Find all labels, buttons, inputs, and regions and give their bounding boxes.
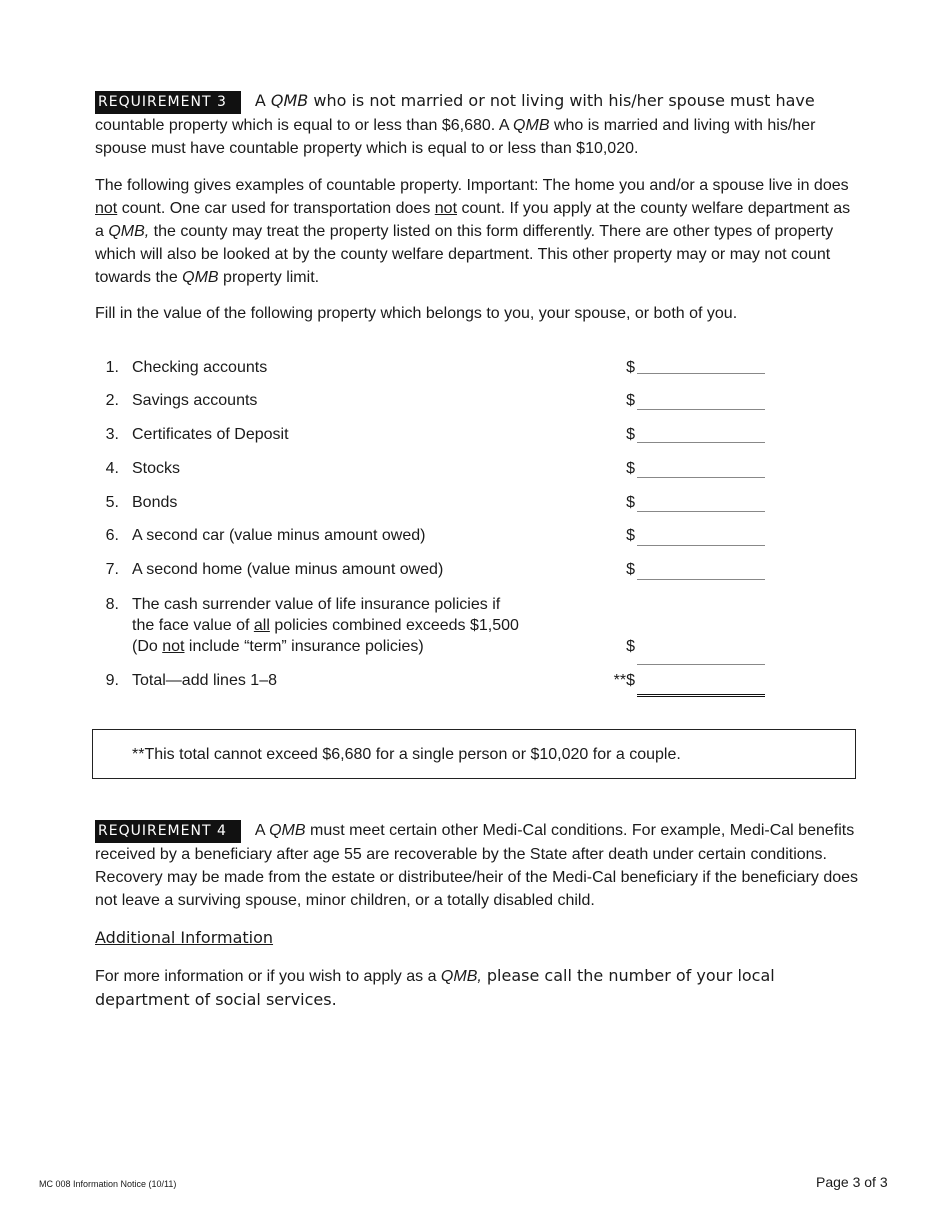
dollar-sign: $: [626, 527, 635, 544]
checking-accounts-field[interactable]: [637, 373, 765, 374]
text: For more information or if you wish to apply as a: [95, 968, 441, 985]
qmb-term: QMB,: [108, 223, 150, 240]
requirement-4-label: REQUIREMENT 4: [95, 820, 241, 843]
row-number: 9.: [105, 672, 119, 689]
dollar-sign: $: [626, 426, 635, 443]
row-label: Certificates of Deposit: [132, 426, 289, 443]
row-number: 2.: [105, 392, 119, 409]
text: countable property which is equal to or less than $6,680. A: [95, 117, 514, 134]
page-number: Page 3 of 3: [816, 1174, 888, 1190]
text: The following gives examples of countable property. Important: The home you and/or a spouse live in does: [95, 177, 849, 194]
text: include “term” insurance policies): [184, 638, 424, 655]
dollar-sign: $: [626, 494, 635, 511]
notice-box: [92, 729, 856, 779]
qmb-term: QMB: [182, 269, 219, 286]
emphasis-not: not: [162, 638, 185, 655]
second-home-field[interactable]: [637, 579, 765, 580]
text: who is not married or not living with his/her spouse must have: [308, 91, 815, 110]
qmb-term: QMB: [270, 91, 309, 110]
requirement-3-label: REQUIREMENT 3: [95, 91, 241, 114]
row-label: A second home (value minus amount owed): [132, 561, 444, 578]
text: property limit.: [218, 269, 320, 286]
savings-accounts-field[interactable]: [637, 409, 765, 410]
row-label: Total—add lines 1–8: [132, 672, 277, 689]
dollar-sign: **$: [613, 672, 635, 689]
emphasis-all: all: [253, 617, 270, 634]
emphasis-not: not: [95, 200, 118, 217]
text: A: [254, 822, 270, 839]
text: count. One car used for transportation does: [117, 200, 435, 217]
dollar-sign: $: [626, 392, 635, 409]
text: the face value of: [132, 617, 254, 634]
dollar-sign: $: [626, 460, 635, 477]
row-label: [132, 594, 602, 657]
text: The cash surrender value of life insurance policies if: [132, 596, 501, 613]
notice-text: **This total cannot exceed $6,680 for a single person or $10,020 for a couple.: [132, 746, 681, 763]
qmb-term: QMB: [269, 822, 306, 839]
qmb-term: QMB: [513, 117, 550, 134]
row-number: 1.: [105, 359, 119, 376]
additional-info-heading: Additional Information: [95, 928, 274, 947]
row-number: 7.: [105, 561, 119, 578]
additional-info-paragraph: [95, 964, 835, 1012]
dollar-sign: $: [626, 561, 635, 578]
row-label: Savings accounts: [132, 392, 258, 409]
life-insurance-field[interactable]: [637, 664, 765, 665]
total-field[interactable]: [637, 692, 765, 697]
row-label: Bonds: [132, 494, 178, 511]
row-label: Checking accounts: [132, 359, 268, 376]
row-label: A second car (value minus amount owed): [132, 527, 426, 544]
certificates-of-deposit-field[interactable]: [637, 442, 765, 443]
dollar-sign: $: [626, 638, 635, 655]
text: count. If you apply at the county welfare department as a: [95, 200, 851, 240]
form-id: MC 008 Information Notice (10/11): [39, 1179, 177, 1189]
row-label: Stocks: [132, 460, 181, 477]
row-number: 6.: [105, 527, 119, 544]
emphasis-not: not: [434, 200, 458, 217]
text: please call the number of your local department of social services.: [95, 966, 775, 1009]
text: policies combined exceeds $1,500: [269, 617, 519, 634]
bonds-field[interactable]: [637, 511, 765, 512]
text: must meet certain other Medi-Cal conditions. For example, Medi-Cal benefits received by a beneficiary after age 55 are recoverable by the State after death under certain conditions. Recovery may be made from the estate or distributee/heir of the Medi-Cal beneficiary if the beneficiary does not leave a surviving spouse, minor children, or a totally disabled child.: [95, 822, 859, 909]
requirement-4-paragraph: [95, 819, 865, 912]
requirement-3-paragraph: [95, 89, 860, 160]
second-car-field[interactable]: [637, 545, 765, 546]
countable-property-paragraph: [95, 174, 860, 289]
fill-in-instruction: Fill in the value of the following property which belongs to you, your spouse, or both of you.: [95, 305, 738, 322]
stocks-field[interactable]: [637, 477, 765, 478]
row-number: 4.: [105, 460, 119, 477]
text: (Do: [132, 638, 163, 655]
dollar-sign: $: [626, 359, 635, 376]
property-row-8: [104, 594, 774, 666]
row-number: 5.: [105, 494, 119, 511]
text: who is married and living with his/her spouse must have countable property which is equal to or less than $10,020.: [95, 117, 816, 157]
text: the county may treat the property listed on this form differently. There are other types of property which will also be looked at by the county welfare department. This other property may or may not count towards the: [95, 223, 834, 286]
row-number: 8.: [105, 596, 119, 613]
qmb-term: QMB,: [440, 968, 482, 985]
text: A: [254, 91, 271, 110]
row-number: 3.: [105, 426, 119, 443]
